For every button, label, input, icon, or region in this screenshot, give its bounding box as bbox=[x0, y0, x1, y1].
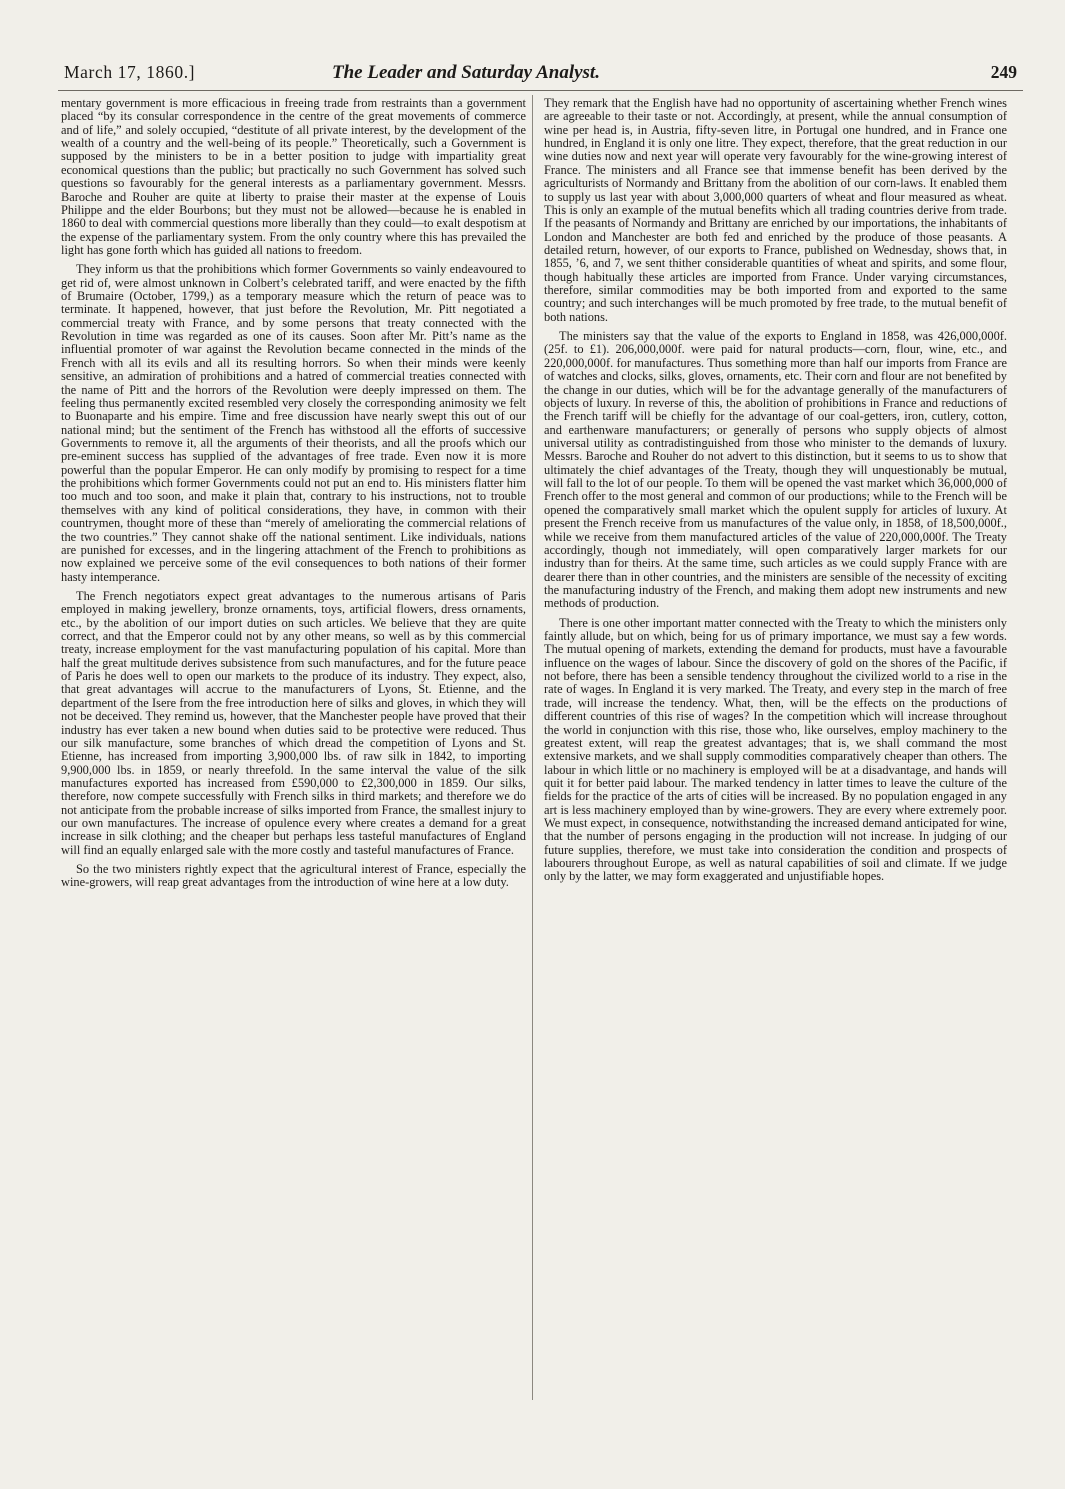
paragraph: The French negotiators expect great advantages to the numerous artisans of Paris employed in making jewellery, bronze ornaments, toys, artificial flowers, dress ornaments, etc., by the abolition of our import duties on such articles. We believe that they are quite correct, and that the Emperor could not by any other means, so well as by this commercial treaty, increase employment for the vast manufacturing population of his capital. More than half the great multitude derives subsistence from such manufactures, and for the future peace of Paris he does well to open our markets to the produce of its industry. They expect, also, that great advantages will accrue to the manufacturers of Lyons, St. Etienne, and the department of the Isere from the free introduction here of silks and gloves, in which they will not be deceived. They remind us, however, that the Manchester people have proved that their industry has ever taken a new bound when duties said to be protective were reduced. Thus our silk manufacture, some branches of which dread the competition of Lyons and St. Etienne, has increased from importing 3,900,000 lbs. of raw silk in 1842, to importing 9,900,000 lbs. in 1859, or nearly threefold. In the same interval the value of the silk manufactures exported has increased from £590,000 to £2,300,000 in 1859. Our silks, therefore, now compete successfully with French silks in third markets; and therefore we do not anticipate from the probable increase of silks imported from France, the smallest injury to our own manufactures. The increase of opulence every where creates a demand for a great increase in silk clothing; and the cheaper but perhaps less tasteful manufactures of England will find an equally enlarged sale with the more costly and tasteful manufactures of France. bbox=[61, 588, 526, 857]
right-column bbox=[544, 97, 1007, 890]
paragraph: So the two ministers rightly expect that the agricultural interest of France, especially the wine-growers, will reap great advantages from the introduction of wine here at a low duty. bbox=[61, 862, 526, 890]
page-header bbox=[64, 62, 1017, 88]
paragraph: There is one other important matter connected with the Treaty to which the ministers only faintly allude, but on which, being for us of primary importance, we must say a few words. The mutual opening of markets, extending the demand for products, must have a favourable influence on the wages of labour. Since the discovery of gold on the shores of the Pacific, if not before, there has been a sensible tendency throughout the civilized world to a rise in the rate of wages. In England it is very marked. The Treaty, and every step in the march of free trade, will increase the tendency. What, then, will be the effects on the productions of different countries of this rise of wages? In the competition which will increase throughout the world in conjunction with this rise, those who, like ourselves, employ machinery to the greatest extent, will reap the greatest advantages; that is, we shall command the most extensive markets, and we shall supply commodities comparatively cheaper than others. The labour in which little or no machinery is employed will be at a disadvantage, and hands will quit it for better paid labour. The marked tendency in latter times to leave the culture of the fields for the practice of the arts of cities will be increased. By no population engaged in any art is less machinery employed than by wine-growers. They are every where extremely poor. We must expect, in consequence, notwithstanding the increased demand anticipated for wine, that the number of persons engaging in the production will not increase. In judging of our future supplies, therefore, we must take into consideration the condition and prospects of labourers throughout Europe, as well as natural capabilities of soil and climate. If we judge only by the latter, we may form exaggerated and unjustifiable hopes. bbox=[544, 615, 1007, 884]
paragraph: mentary government is more efficacious in freeing trade from restraints than a government placed “by its consular correspondence in the centre of the great movements of commerce and of life,” and solely occupied, “destitute of all private interest, by the development of the wealth of a country and the well-being of its people.” Theoretically, such a Government is supposed by the ministers to be in a better position to judge with impartiality great economical questions than the public; but practically no such Government has solved such questions so favourably for the general interests as a parliamentary government. Messrs. Baroche and Rouher are quite at liberty to praise their master at the expense of Louis Philippe and the elder Bourbons; but they must not be allowed—because he is enabled in 1860 to deal with commercial questions more liberally than they could—to exalt despotism at the expense of the parliamentary system. From the only country where this has prevailed the light has gone forth which has guided all nations to freedom. bbox=[61, 96, 526, 257]
paragraph: The ministers say that the value of the exports to England in 1858, was 426,000,000f. (25f. to £1). 206,000,000f. were paid for natural products—corn, flour, wine, etc., and 220,000,000f. for manufactures. Thus something more than half our imports from France are of watches and clocks, silks, gloves, ornaments, etc. Their corn and flour are not benefited by the change in our duties, which will be for the advantage generally of the manufacturers of objects of luxury. In reverse of this, the abolition of prohibitions in France and reductions of the French tariff will be chiefly for the advantage of our coal-getters, iron, cutlery, cotton, and earthenware manufacturers; or generally of persons who supply objects of almost universal utility as contradistinguished from those who minister to the demands of luxury. Messrs. Baroche and Rouher do not advert to this distinction, but it seems to us to show that ultimately the chief advantages of the Treaty, though they will unquestionably be mutual, will fall to the lot of our people. To them will be opened the vast market which 36,000,000 of French offer to the most general and common of our productions; while to the French will be opened the comparatively small market which the opulent supply for articles of luxury. At present the French receive from us manufactures of the value only, in 1858, of 18,500,000f., while we receive from them manufactured articles of the value of 220,000,000f. The Treaty accordingly, though not immediately, will open comparatively larger markets for our industry than for theirs. At the same time, such articles as we could supply France with are dearer there than in other countries, and the ministers are sensible of the necessity of exciting the manufacturing industry of the French, and making them adopt new instruments and new methods of production. bbox=[544, 329, 1007, 611]
left-column bbox=[61, 97, 526, 896]
paragraph: They inform us that the prohibitions which former Governments so vainly endeavoured to get rid of, were almost unknown in Colbert’s celebrated tariff, and were enacted by the fifth of Brumaire (October, 1799,) as a temporary measure which the return of peace was to terminate. It happened, however, that just before the Revolution, Mr. Pitt negotiated a commercial treaty with France, and by some persons that treaty connected with the Revolution in time was regarded as one of its causes. Soon after Mr. Pitt’s name as the influential promoter of war against the Revolution became connected in the minds of the French with all its evils and all its resulting horrors. So when their minds were keenly sensitive, an admiration of prohibitions and a hatred of commercial treaties connected with the name of Pitt and the horrors of the Revolution were deeply impressed on them. The feeling thus permanently excited resembled very closely the corresponding animosity we felt to Buonaparte and his empire. Time and free discussion have nearly swept this out of our national mind; but the sentiment of the French has withstood all the efforts of successive Governments to remove it, all the arguments of their theorists, and all the proofs which our pre-eminent success has supplied of the advantages of free trade. Even now it is more powerful than the popular Emperor. He can only modify by promising to respect for a time the prohibitions which former Governments could not put an end to. His ministers flatter him too much and too soon, and make it plain that, contrary to his instructions, not to trouble themselves with any kind of political considerations, they have, in common with their countrymen, thought more of these than “merely of ameliorating the commercial relations of the two countries.” They cannot shake off the national sentiment. Like individuals, nations are punished for excesses, and in the lingering attachment of the French to prohibitions as now explained we perceive some of the evil consequences to both nations of their former hasty intemperance. bbox=[61, 262, 526, 584]
page-number: 249 bbox=[990, 62, 1017, 82]
column-divider bbox=[532, 95, 533, 1400]
paragraph: They remark that the English have had no opportunity of ascertaining whether French wines are agreeable to their taste or not. Accordingly, at present, while the annual consumption of wine per head is, in Austria, fifty-seven litre, in Portugal one hundred, and in France one hundred, in England it is only one litre. They expect, therefore, that the great reduction in our wine duties now and next year will operate very favourably for the wine-growing interest of France. The ministers and all France see that immense benefit has been derived by the agriculturists of Normandy and Brittany from the abolition of our corn-laws. It enabled them to supply us last year with about 3,000,000 quarters of wheat and flour measured as wheat. This is only an example of the mutual benefits which all trading countries derive from trade. If the peasants of Normandy and Brittany are enriched by our importations, the inhabitants of London and Manchester are both fed and enriched by the produce of those peasants. A detailed return, however, of our exports to France, published on Wednesday, shows that, in 1855, ’6, and 7, we sent thither considerable quantities of wheat and spirits, and some flour, though habitually these articles are imported from France. Under varying circumstances, therefore, similar commodities may be both imported from and exported to the same country; and such interchanges will be much promoted by free trade, to the mutual benefit of both nations. bbox=[544, 96, 1007, 324]
header-rule bbox=[58, 90, 1023, 91]
issue-date: March 17, 1860.] bbox=[64, 62, 196, 82]
publication-title: The Leader and Saturday Analyst. bbox=[332, 62, 600, 83]
